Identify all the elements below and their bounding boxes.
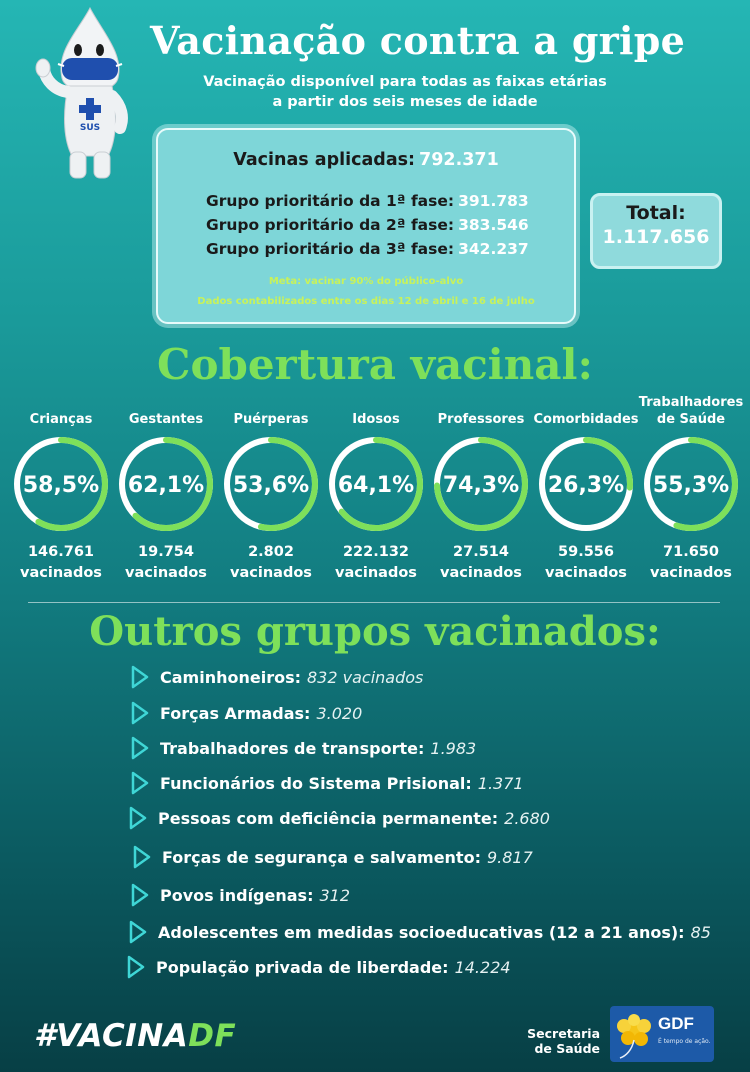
other-group-value: 14.224 — [454, 957, 511, 977]
other-group-value: 832 vacinados — [307, 667, 424, 687]
coverage-group — [533, 392, 639, 584]
coverage-count — [638, 542, 744, 584]
coverage-ring — [116, 434, 216, 534]
coverage-ring — [431, 434, 531, 534]
hashtag — [34, 1018, 236, 1054]
hashtag-suffix: DF — [188, 1018, 237, 1054]
other-group-item — [130, 665, 423, 689]
other-group-label: Trabalhadores de transporte: — [160, 738, 425, 758]
phase-2-label: Grupo prioritário da 2ª fase: — [206, 216, 455, 234]
other-group-label: Forças de segurança e salvamento: — [162, 847, 481, 867]
coverage-group — [8, 392, 114, 584]
play-arrow-icon — [130, 701, 150, 725]
play-arrow-icon — [130, 771, 150, 795]
secretaria-logo-text — [520, 1026, 600, 1056]
coverage-count-value: 146.761 — [27, 544, 95, 560]
goal-note: Meta: vacinar 90% do público-alvo — [268, 276, 464, 287]
ipe-flower-icon — [612, 1006, 658, 1062]
play-arrow-icon — [130, 736, 150, 760]
coverage-percent: 62,1% — [127, 473, 205, 498]
play-arrow-icon — [126, 955, 146, 979]
other-group-item — [128, 920, 711, 944]
coverage-group-name: Puérperas — [233, 412, 309, 427]
coverage-count — [428, 542, 534, 584]
coverage-count-unit: vacinados — [545, 565, 627, 581]
coverage-ring — [326, 434, 426, 534]
other-group-item — [130, 771, 524, 795]
other-group-value: 85 — [690, 922, 711, 942]
coverage-percent: 53,6% — [232, 473, 310, 498]
page-title: Vacinação contra a gripe — [150, 18, 686, 63]
coverage-group-name: Gestantes — [128, 412, 204, 427]
coverage-count-value: 2.802 — [248, 544, 294, 560]
coverage-count — [323, 542, 429, 584]
total-label: Total: — [626, 202, 686, 224]
period-note: Dados contabilizados entre os dias 12 de abril e 16 de julho — [197, 296, 535, 307]
coverage-count-unit: vacinados — [230, 565, 312, 581]
play-arrow-icon — [128, 806, 148, 830]
other-group-item — [130, 883, 350, 907]
other-group-label: Adolescentes em medidas socioeducativas (12 a 21 anos): — [158, 922, 685, 942]
hashtag-prefix: #VACINA — [34, 1018, 189, 1054]
phase-2-value: 383.546 — [458, 216, 529, 234]
coverage-count-value: 59.556 — [558, 544, 614, 560]
mascot-badge-text: SUS — [79, 123, 101, 133]
coverage-count — [8, 542, 114, 584]
phase-1-value: 391.783 — [458, 192, 529, 210]
subtitle-line-2: a partir dos seis meses de idade — [272, 94, 538, 110]
coverage-count-value: 222.132 — [342, 544, 410, 560]
coverage-group-name: Trabalhadores de Saúde — [638, 395, 744, 427]
section-divider — [28, 602, 720, 603]
play-arrow-icon — [132, 845, 152, 869]
coverage-count — [218, 542, 324, 584]
other-group-item — [128, 806, 550, 830]
other-group-label: Funcionários do Sistema Prisional: — [160, 773, 472, 793]
coverage-percent: 26,3% — [547, 473, 625, 498]
gdf-logo — [610, 1006, 714, 1062]
coverage-group-name: Comorbidades — [533, 412, 639, 427]
coverage-percent: 58,5% — [22, 473, 100, 498]
coverage-group-name: Idosos — [352, 412, 400, 427]
coverage-percent: 74,3% — [442, 473, 520, 498]
page-subtitle — [160, 72, 650, 112]
total-box — [590, 193, 722, 269]
other-group-label: Pessoas com deficiência permanente: — [158, 808, 499, 828]
coverage-group — [428, 392, 534, 584]
coverage-ring — [11, 434, 111, 534]
other-group-value: 9.817 — [486, 847, 533, 867]
coverage-count-unit: vacinados — [650, 565, 732, 581]
other-group-label: Povos indígenas: — [160, 885, 314, 905]
coverage-group — [218, 392, 324, 584]
coverage-percent: 64,1% — [337, 473, 415, 498]
coverage-count — [113, 542, 219, 584]
gdf-tagline: É tempo de ação. — [658, 1038, 711, 1045]
mascot-illustration — [28, 6, 148, 186]
other-group-value: 312 — [319, 885, 351, 905]
coverage-title: Cobertura vacinal: — [157, 340, 593, 389]
coverage-count — [533, 542, 639, 584]
coverage-group — [323, 392, 429, 584]
phase-3-value: 342.237 — [458, 240, 529, 258]
phase-3 — [206, 240, 529, 258]
other-group-item — [130, 736, 476, 760]
coverage-ring — [221, 434, 321, 534]
secretaria-line-2: de Saúde — [534, 1041, 600, 1056]
coverage-count-unit: vacinados — [335, 565, 417, 581]
gdf-text: GDF — [658, 1014, 694, 1033]
coverage-ring — [641, 434, 741, 534]
phase-1 — [206, 192, 529, 210]
vaccines-applied-value: 792.371 — [419, 150, 499, 170]
coverage-ring — [536, 434, 636, 534]
vaccines-applied — [158, 150, 574, 170]
other-groups-title: Outros grupos vacinados: — [89, 608, 661, 655]
other-group-value: 3.020 — [316, 703, 363, 723]
other-group-item — [130, 701, 362, 725]
coverage-group-name: Crianças — [29, 412, 93, 427]
play-arrow-icon — [130, 883, 150, 907]
vaccines-applied-panel — [156, 128, 576, 324]
coverage-group — [113, 392, 219, 584]
other-group-label: Caminhoneiros: — [160, 667, 301, 687]
phase-1-label: Grupo prioritário da 1ª fase: — [206, 192, 455, 210]
other-group-item — [126, 955, 511, 979]
coverage-count-unit: vacinados — [125, 565, 207, 581]
subtitle-line-1: Vacinação disponível para todas as faixas etárias — [203, 74, 607, 90]
coverage-count-unit: vacinados — [20, 565, 102, 581]
other-group-value: 1.371 — [477, 773, 524, 793]
total-value: 1.117.656 — [602, 226, 710, 248]
other-group-value: 2.680 — [504, 808, 550, 828]
coverage-count-value: 27.514 — [453, 544, 509, 560]
coverage-group-name: Professores — [437, 412, 525, 427]
other-group-label: População privada de liberdade: — [156, 957, 449, 977]
phase-3-label: Grupo prioritário da 3ª fase: — [206, 240, 455, 258]
coverage-count-value: 19.754 — [138, 544, 194, 560]
vaccines-applied-label: Vacinas aplicadas: — [233, 150, 416, 170]
coverage-group — [638, 392, 744, 584]
other-group-item — [132, 845, 533, 869]
phase-2 — [206, 216, 529, 234]
play-arrow-icon — [130, 665, 150, 689]
other-group-label: Forças Armadas: — [160, 703, 311, 723]
coverage-count-value: 71.650 — [663, 544, 719, 560]
coverage-percent: 55,3% — [652, 473, 730, 498]
coverage-count-unit: vacinados — [440, 565, 522, 581]
play-arrow-icon — [128, 920, 148, 944]
secretaria-line-1: Secretaria — [527, 1026, 600, 1041]
other-group-value: 1.983 — [430, 738, 477, 758]
